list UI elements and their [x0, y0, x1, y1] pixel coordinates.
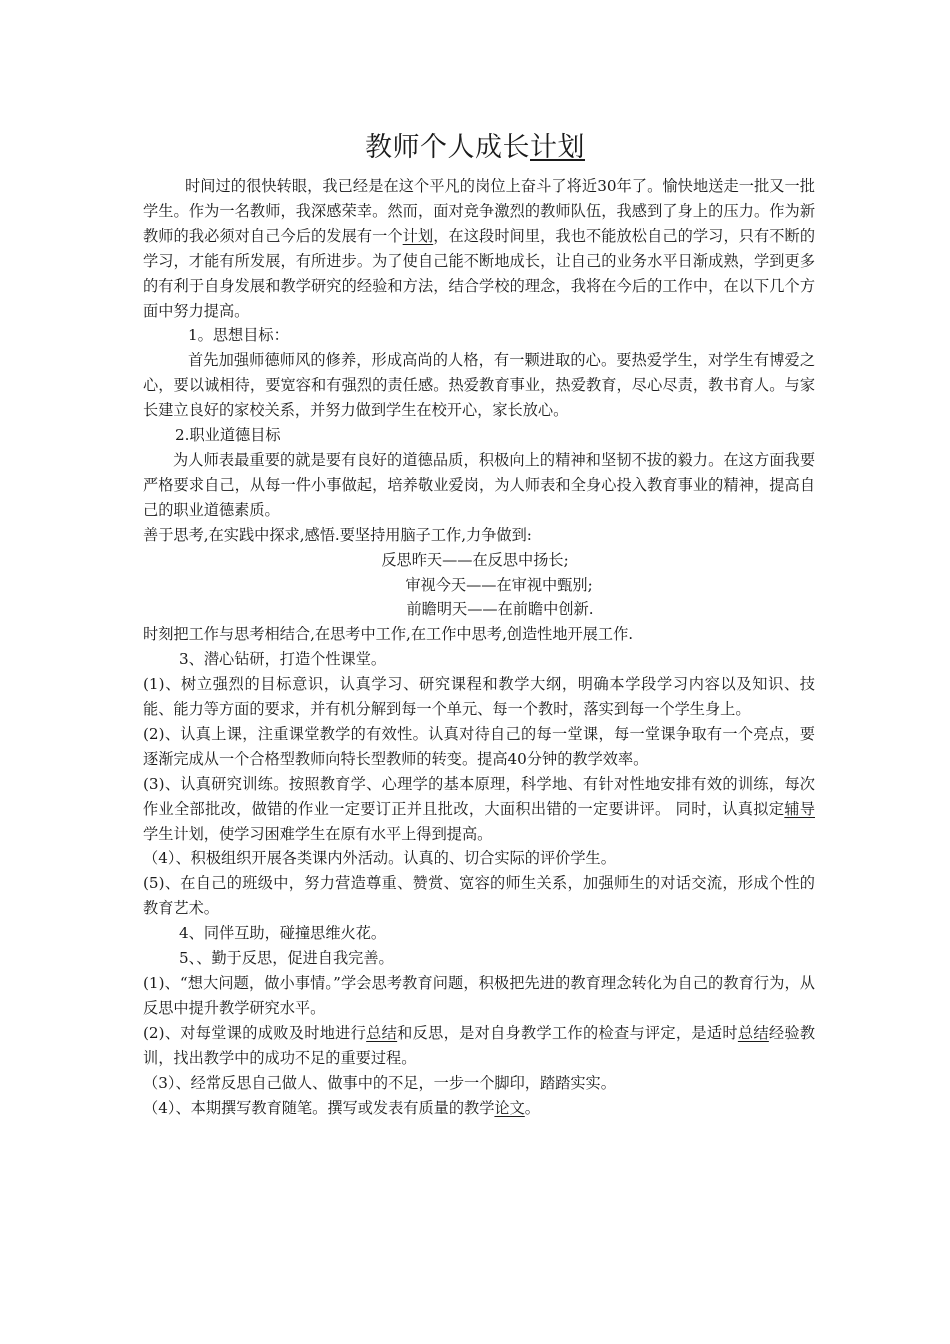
section5-item-4-text: （4）、本期撰写教育随笔。撰写或发表有质量的教学	[143, 1098, 495, 1117]
quote-line-1: 反思昨天——在反思中扬长;	[381, 550, 569, 569]
think-intro: 善于思考,在实践中探求,感悟.要坚持用脑子工作,力争做到:	[143, 525, 532, 544]
think-outro: 时刻把工作与思考相结合,在思考中工作,在工作中思考,创造性地开展工作.	[143, 625, 634, 644]
title-link-plan[interactable]: 计划	[530, 132, 585, 163]
document-body	[143, 174, 815, 1120]
page-title	[0, 128, 950, 168]
section3-item-5: (5)、在自己的班级中，努力营造尊重、赞赏、宽容的师生关系，加强师生的对话交流，形成个性的教育艺术。	[143, 874, 815, 918]
section5-item-4	[143, 1096, 815, 1121]
section5-item-3: （3）、经常反思自己做人、做事中的不足，一步一个脚印，踏踏实实。	[143, 1073, 616, 1092]
section3-item-2: (2)、认真上课，注重课堂教学的有效性。认真对待自己的每一堂课，每一堂课争取有一个亮点，要逐渐完成从一个合格型教师向特长型教师的转变。提高40分钟的教学效率。	[143, 724, 815, 768]
section3-item-1: (1)、树立强烈的目标意识，认真学习、研究课程和教学大纲，明确本学段学习内容以及知识、技能、能力等方面的要求，并有机分解到每一个单元、每一个教时，落实到每一个学生身上。	[143, 675, 815, 719]
title-text: 教师个人成长	[365, 132, 530, 163]
intro-paragraph	[143, 174, 815, 323]
paragraph-2: 为人师表最重要的就是要有良好的道德品质，积极向上的精神和坚韧不拔的毅力。在这方面我要严格要求自己，从每一件小事做起，培养敬业爱岗，为人师表和全身心投入教育事业的精神，提高自己的职业道德素质。	[143, 450, 815, 519]
section3-item-3	[143, 772, 815, 847]
heading-2: 2.职业道德目标	[175, 426, 281, 445]
summary-link-1[interactable]: 总结	[366, 1023, 398, 1042]
section5-item-2	[143, 1021, 815, 1071]
heading-1: 1。思想目标：	[188, 326, 289, 345]
section5-item-2-text: (2)、对每堂课的成败及时地进行	[143, 1023, 367, 1042]
section3-item-3-text: (3)、认真研究训练。按照教育学、心理学的基本原理，科学地、有针对性地安排有效的训练，每次作业全部批改，做错的作业一定要订正并且批改，大面积出错的一定要讲评。 同时，认真拟定	[143, 774, 815, 818]
quote-line-2: 审视今天——在审视中甄别;	[405, 575, 593, 594]
section5-item-2-text-mid: 和反思，是对自身教学工作的检查与评定，是适时	[397, 1023, 738, 1042]
quote-line-3: 前瞻明天——在前瞻中创新.	[406, 600, 594, 619]
section3-item-4: （4）、积极组织开展各类课内外活动。认真的、切合实际的评价学生。	[143, 849, 616, 868]
section3-item-3-text-cont: 学生计划，使学习困难学生在原有水平上得到提高。	[143, 824, 493, 843]
summary-link-2[interactable]: 总结	[737, 1023, 769, 1042]
section5-item-2-text-end: 经验教训，找出教学中的成功不足的重要过程。	[143, 1023, 816, 1067]
section5-item-1: (1)、“想大问题，做小事情。”学会思考教育问题，积极把先进的教育理念转化为自己的教育行为，从反思中提升教学研究水平。	[143, 974, 815, 1017]
intro-text-cont: ，在这段时间里，我也不能放松自己的学习，只有不断的学习，才能有所发展，有所进步。为了使自己能不断地成长，让自己的业务水平日渐成熟，学到更多的有利于自身发展和教学研究的经验和方法，结合学校的理念，我将在今后的工作中，在以下几个方面中努力提高。	[143, 226, 816, 320]
heading-4: 4、同伴互助，碰撞思维火花。	[179, 924, 387, 943]
intro-text: 时间过的很快转眼，我已经是在这个平凡的岗位上奋斗了将近30年了。愉快地送走一批又一批学生。作为一名教师，我深感荣幸。然而，面对竞争激烈的教师队伍，我感到了身上的压力。作为新教师的我必须对自己今后的发展有一个	[143, 177, 815, 245]
paragraph-1: 首先加强师德师风的修养，形成高尚的人格，有一颗进取的心。要热爱学生，对学生有博爱之心，要以诚相待，要宽容和有强烈的责任感。热爱教育事业，热爱教育，尽心尽责，教书育人。与家长建立良好的家校关系，并努力做到学生在校开心，家长放心。	[143, 351, 815, 420]
tutoring-link[interactable]: 辅导	[784, 799, 815, 818]
plan-link[interactable]: 计划	[402, 226, 434, 245]
heading-3: 3、潜心钻研，打造个性课堂。	[179, 650, 387, 669]
heading-5: 5、、勤于反思，促进自我完善。	[179, 949, 394, 968]
paper-link[interactable]: 论文	[494, 1098, 525, 1117]
section5-item-4-end: 。	[524, 1098, 540, 1117]
